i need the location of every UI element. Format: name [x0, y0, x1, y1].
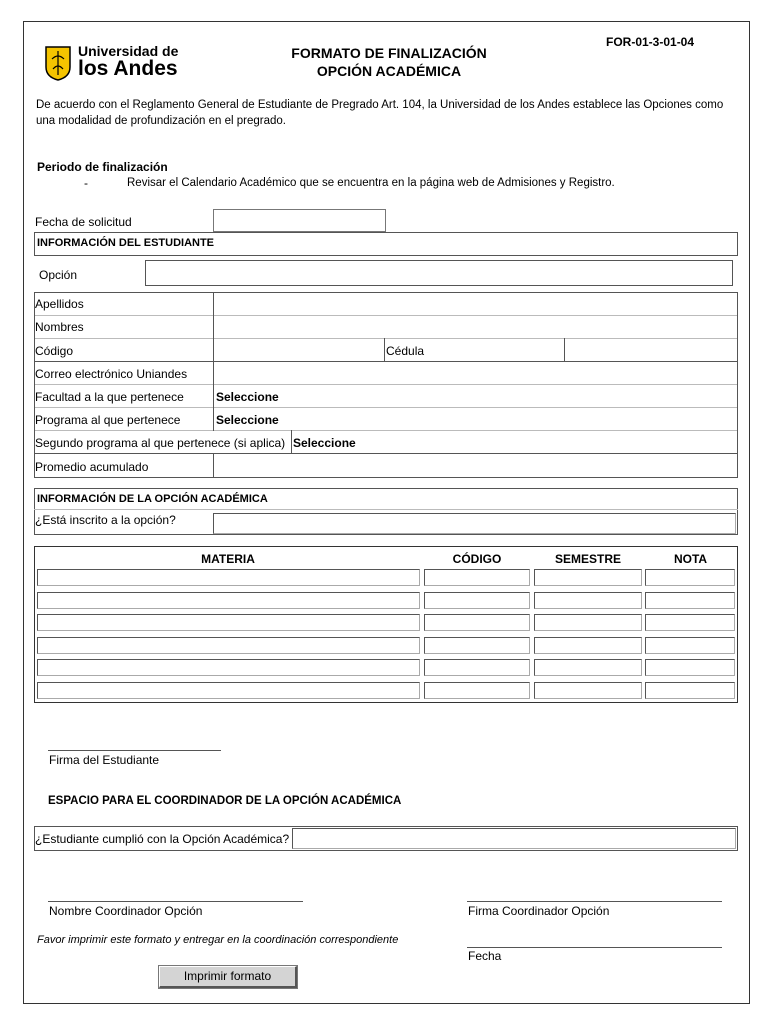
codigo-label: Código [35, 344, 74, 358]
nota-cell[interactable] [645, 637, 735, 654]
materias-header-codigo: CÓDIGO [452, 552, 502, 566]
logo-text-line2: los Andes [78, 57, 178, 80]
coordinador-heading: ESPACIO PARA EL COORDINADOR DE LA OPCIÓN ACADÉMICA [48, 795, 402, 807]
grid-line [34, 509, 738, 510]
materia-cell[interactable] [37, 659, 420, 676]
grid-line [34, 477, 738, 478]
grid-line [34, 430, 738, 431]
firma-coordinador-label: Firma Coordinador Opción [468, 904, 610, 918]
cedula-input[interactable] [565, 339, 737, 361]
codigo-input[interactable] [214, 339, 384, 361]
form-page [23, 21, 750, 1004]
opcion-input[interactable] [145, 260, 733, 286]
fecha-line [467, 947, 722, 948]
semestre-cell[interactable] [534, 637, 642, 654]
apellidos-input[interactable] [214, 293, 737, 315]
fecha-solicitud-label: Fecha de solicitud [35, 215, 132, 229]
grid-line [291, 430, 292, 453]
nombre-coordinador-label: Nombre Coordinador Opción [49, 904, 203, 918]
opcion-label: Opción [39, 268, 78, 282]
semestre-cell[interactable] [534, 682, 642, 699]
programa-label: Programa al que pertenece [35, 413, 181, 427]
codigo-cell[interactable] [424, 682, 530, 699]
nota-cell[interactable] [645, 569, 735, 586]
inscrito-input[interactable] [213, 513, 736, 534]
university-logo-icon [44, 45, 72, 81]
correo-input[interactable] [214, 362, 737, 384]
footer-note: Favor imprimir este formato y entregar en la coordinación correspondiente [37, 934, 399, 946]
materias-header-nota: NOTA [673, 552, 708, 566]
promedio-input[interactable] [214, 454, 737, 477]
page-title [264, 44, 514, 80]
materia-cell[interactable] [37, 614, 420, 631]
periodo-bullet: - [84, 176, 88, 190]
opcion-academica-heading: INFORMACIÓN DE LA OPCIÓN ACADÉMICA [37, 493, 268, 505]
codigo-cell[interactable] [424, 637, 530, 654]
promedio-label: Promedio acumulado [35, 460, 149, 474]
correo-label: Correo electrónico Uniandes [35, 367, 188, 381]
materia-cell[interactable] [37, 637, 420, 654]
periodo-text: Revisar el Calendario Académico que se encuentra en la página web de Admisiones y Registro. [127, 177, 615, 189]
title-line2: OPCIÓN ACADÉMICA [316, 63, 462, 79]
programa-select[interactable]: Seleccione [216, 413, 279, 427]
semestre-cell[interactable] [534, 659, 642, 676]
grid-line [384, 338, 385, 361]
materias-header-materia: MATERIA [201, 552, 255, 566]
semestre-cell[interactable] [534, 614, 642, 631]
nombre-coordinador-line [48, 901, 303, 902]
codigo-cell[interactable] [424, 659, 530, 676]
firma-estudiante-label: Firma del Estudiante [49, 753, 160, 767]
apellidos-label: Apellidos [35, 297, 84, 311]
segundo-programa-label: Segundo programa al que pertenece (si aplica) [35, 436, 286, 450]
grid-line [34, 384, 738, 385]
grid-line [737, 292, 738, 477]
fecha-solicitud-input[interactable] [213, 209, 386, 232]
cedula-label: Cédula [386, 344, 425, 358]
grid-line [34, 407, 738, 408]
nota-cell[interactable] [645, 659, 735, 676]
semestre-cell[interactable] [534, 569, 642, 586]
title-line1: FORMATO DE FINALIZACIÓN [291, 45, 487, 61]
codigo-cell[interactable] [424, 614, 530, 631]
nombres-label: Nombres [35, 320, 84, 334]
logo-text-line1: Universidad de [78, 43, 179, 59]
inscrito-label: ¿Está inscrito a la opción? [35, 513, 176, 527]
fecha-label: Fecha [468, 949, 502, 963]
materia-cell[interactable] [37, 592, 420, 609]
intro-line2: una modalidad de profundización en el pregrado. [36, 115, 286, 127]
semestre-cell[interactable] [534, 592, 642, 609]
nombres-input[interactable] [214, 316, 737, 338]
nota-cell[interactable] [645, 614, 735, 631]
materia-cell[interactable] [37, 569, 420, 586]
nota-cell[interactable] [645, 592, 735, 609]
materia-cell[interactable] [37, 682, 420, 699]
cumplio-label: ¿Estudiante cumplió con la Opción Académica? [35, 832, 290, 846]
form-code: FOR-01-3-01-04 [606, 35, 695, 49]
firma-estudiante-line [48, 750, 221, 751]
codigo-cell[interactable] [424, 592, 530, 609]
firma-coordinador-line [467, 901, 722, 902]
periodo-heading: Periodo de finalización [37, 160, 168, 174]
estudiante-heading: INFORMACIÓN DEL ESTUDIANTE [37, 237, 215, 249]
facultad-label: Facultad a la que pertenece [35, 390, 184, 404]
cumplio-input[interactable] [292, 828, 736, 849]
facultad-select[interactable]: Seleccione [216, 390, 279, 404]
nota-cell[interactable] [645, 682, 735, 699]
materias-header-semestre: SEMESTRE [554, 552, 621, 566]
segundo-programa-select[interactable]: Seleccione [293, 436, 356, 450]
intro-line1: De acuerdo con el Reglamento General de Estudiante de Pregrado Art. 104, la Universidad de los Andes establece las Opciones como [36, 99, 724, 111]
codigo-cell[interactable] [424, 569, 530, 586]
print-button[interactable]: Imprimir formato [159, 966, 297, 988]
